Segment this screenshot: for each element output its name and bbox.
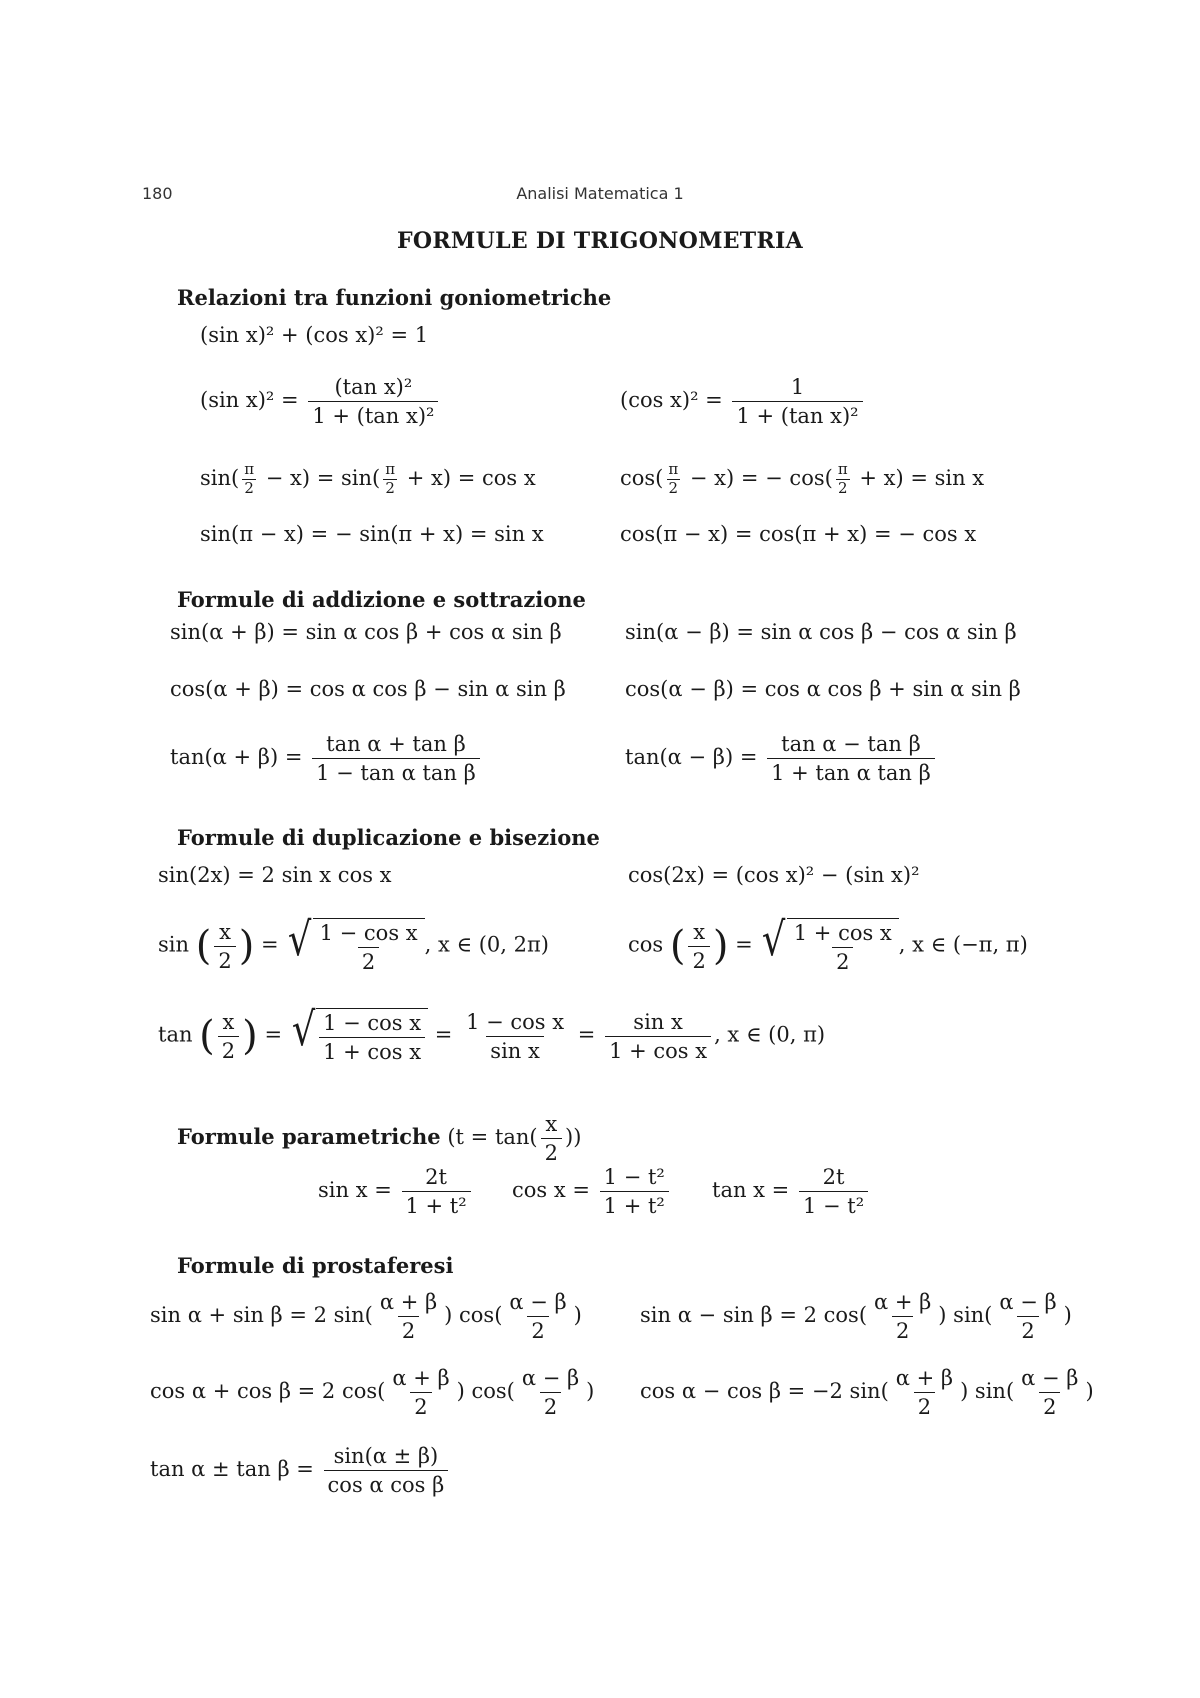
fraction-pi-half <box>242 462 256 497</box>
text: ) sin( <box>960 1379 1015 1404</box>
radical-sign: √ <box>291 1002 316 1056</box>
fraction-numerator: α + β <box>895 1366 954 1390</box>
formula-sin-subtraction: sin(α − β) = sin α cos β − cos α sin β <box>625 620 1017 644</box>
fraction-pi-half <box>383 462 397 497</box>
paren: ) <box>242 1013 258 1060</box>
formula-sin-addition: sin(α + β) = sin α cos β + cos α sin β <box>170 620 562 644</box>
fraction <box>312 732 480 785</box>
text: = <box>261 932 279 957</box>
fraction-denominator: 2 <box>410 1392 431 1419</box>
fraction-denominator: 1 − tan α tan β <box>312 758 480 785</box>
fraction <box>600 1165 669 1218</box>
fraction-denominator: 2 <box>527 1316 548 1343</box>
fraction-denominator: 2 <box>837 478 848 497</box>
section-heading-addizione: Formule di addizione e sottrazione <box>177 587 586 612</box>
fraction-denominator: cos α cos β <box>324 1470 449 1497</box>
text: )) <box>565 1125 582 1150</box>
page-title: FORMULE DI TRIGONOMETRIA <box>396 228 804 254</box>
fraction <box>376 1290 441 1343</box>
text: = <box>577 1022 596 1047</box>
fraction <box>319 1011 425 1064</box>
text: + x) = cos x <box>400 465 536 490</box>
fraction <box>1017 1366 1082 1419</box>
fraction-denominator: 2 <box>688 946 709 973</box>
fraction-numerator: α + β <box>379 1290 438 1314</box>
formula-cos-addition: cos(α + β) = cos α cos β − sin α sin β <box>170 677 566 701</box>
fraction-pi-half <box>836 462 850 497</box>
formula-lhs: tan(α − β) = <box>625 745 758 770</box>
radicand <box>787 918 899 974</box>
text: = <box>735 932 753 957</box>
paren: ) <box>712 923 729 970</box>
formula-cos-supplementary: cos(π − x) = cos(π + x) = − cos x <box>620 522 977 546</box>
page-number: 180 <box>142 184 173 203</box>
fraction <box>518 1366 583 1419</box>
text: cos( <box>620 465 664 490</box>
fraction-denominator: 2 <box>540 1392 561 1419</box>
fraction-denominator: 1 + (tan x)² <box>732 401 862 428</box>
text: + x) = sin x <box>852 465 985 490</box>
section-heading-parametriche <box>177 1112 581 1165</box>
fraction-denominator: 2 <box>1039 1392 1060 1419</box>
fraction-numerator: 2t <box>425 1165 447 1189</box>
fraction-numerator: π <box>244 460 255 478</box>
formula-pythagorean: (sin x)² + (cos x)² = 1 <box>200 323 429 347</box>
section-heading-text: Formule parametriche <box>177 1124 441 1150</box>
formula-cos-half <box>628 912 1028 975</box>
fraction-numerator: sin x <box>633 1009 683 1034</box>
fraction-denominator: 2 <box>214 946 235 973</box>
text: sin α + sin β = 2 sin( <box>150 1303 373 1328</box>
fraction-denominator: 2 <box>358 947 379 974</box>
formula-param-tan <box>712 1165 871 1218</box>
fraction <box>316 921 422 974</box>
fraction-denominator: 2 <box>892 1316 913 1343</box>
fraction <box>218 1010 239 1063</box>
text: tan <box>158 1022 193 1047</box>
text: sin( <box>200 465 240 490</box>
paren: ( <box>669 923 686 970</box>
running-title: Analisi Matematica 1 <box>516 184 684 203</box>
text: ) cos( <box>456 1379 515 1404</box>
square-root <box>759 912 898 975</box>
formula-sin-squared <box>200 375 441 428</box>
fraction-denominator: 1 + t² <box>600 1191 669 1218</box>
fraction-numerator: π <box>385 460 396 478</box>
formula-sin-sum <box>150 1290 582 1343</box>
fraction-denominator: 1 − t² <box>799 1191 868 1218</box>
fraction-numerator: 1 − cos x <box>323 1011 422 1035</box>
formula-lhs: (sin x)² = <box>200 388 299 413</box>
fraction-denominator: 2 <box>1017 1316 1038 1343</box>
paren: ( <box>199 1013 215 1060</box>
fraction <box>541 1112 562 1165</box>
formula-param-cos <box>512 1165 672 1218</box>
formula-lhs: sin x = <box>318 1178 392 1203</box>
domain-condition: , x ∈ (0, π) <box>714 1022 826 1047</box>
fraction-denominator: 2 <box>832 947 853 974</box>
formula-sin-double: sin(2x) = 2 sin x cos x <box>158 863 392 887</box>
text: = <box>434 1022 453 1047</box>
fraction-pi-half <box>666 462 680 497</box>
section-heading-prostaferesi: Formule di prostaferesi <box>177 1253 454 1278</box>
formula-sin-difference <box>640 1290 1072 1343</box>
fraction-numerator: 1 − cos x <box>319 921 418 945</box>
text: ) <box>586 1379 595 1404</box>
text: ) sin( <box>938 1303 993 1328</box>
fraction-numerator: α − β <box>1021 1366 1079 1390</box>
fraction-numerator: 1 − t² <box>603 1165 665 1189</box>
text: cos α + cos β = 2 cos( <box>150 1379 386 1404</box>
fraction-denominator: 1 + cos x <box>319 1037 425 1064</box>
formula-tan-addition <box>170 732 483 785</box>
formula-sin-complementary <box>200 462 536 497</box>
fraction-numerator: (tan x)² <box>334 375 413 399</box>
fraction <box>732 375 862 428</box>
fraction-numerator: x <box>545 1112 558 1136</box>
fraction-numerator: x <box>693 919 706 944</box>
fraction <box>995 1290 1060 1343</box>
fraction-numerator: tan α − tan β <box>781 732 921 756</box>
fraction-denominator: 1 + tan α tan β <box>767 758 935 785</box>
formula-sin-supplementary: sin(π − x) = − sin(π + x) = sin x <box>200 522 544 546</box>
text: = <box>264 1022 283 1047</box>
fraction-numerator: 1 + cos x <box>793 921 892 945</box>
formula-lhs: (cos x)² = <box>620 388 723 413</box>
fraction <box>505 1290 570 1343</box>
fraction-numerator: x <box>222 1009 235 1034</box>
fraction-denominator: sin x <box>486 1036 544 1063</box>
formula-tan-subtraction <box>625 732 938 785</box>
text: sin <box>158 932 190 957</box>
text: (t = tan( <box>447 1125 538 1150</box>
fraction-numerator: α − β <box>999 1290 1057 1314</box>
formula-tan-half <box>158 1002 826 1065</box>
fraction-numerator: 2t <box>822 1165 845 1189</box>
domain-condition: , x ∈ (−π, π) <box>898 932 1028 957</box>
paren: ( <box>195 923 212 970</box>
fraction-numerator: π <box>837 460 848 478</box>
fraction-denominator: 1 + cos x <box>605 1036 711 1063</box>
fraction-denominator: 1 + (tan x)² <box>308 401 438 428</box>
text: cos <box>628 932 664 957</box>
fraction <box>324 1444 449 1497</box>
formula-cos-complementary <box>620 462 984 497</box>
fraction-numerator: 1 − cos x <box>466 1009 565 1034</box>
fraction <box>605 1010 711 1063</box>
fraction <box>688 920 709 973</box>
domain-condition: , x ∈ (0, 2π) <box>424 932 549 957</box>
fraction-numerator: sin(α ± β) <box>333 1444 439 1468</box>
fraction-numerator: α + β <box>392 1366 450 1390</box>
fraction <box>799 1165 868 1218</box>
fraction <box>870 1290 935 1343</box>
formula-cos-squared <box>620 375 866 428</box>
formula-lhs: tan(α + β) = <box>170 745 303 770</box>
fraction-numerator: x <box>219 919 231 944</box>
text: ) <box>1063 1303 1072 1328</box>
paren: ) <box>238 923 255 970</box>
square-root <box>289 1002 428 1065</box>
fraction <box>790 921 896 974</box>
section-heading-relazioni: Relazioni tra funzioni goniometriche <box>177 285 612 310</box>
fraction-denominator: 2 <box>398 1316 419 1343</box>
fraction <box>767 732 935 785</box>
square-root <box>285 912 424 975</box>
fraction-denominator: 2 <box>218 1036 239 1063</box>
text: sin α − sin β = 2 cos( <box>640 1303 868 1328</box>
fraction-denominator: 2 <box>668 478 679 497</box>
fraction-denominator: 1 + t² <box>402 1191 471 1218</box>
formula-cos-sum <box>150 1366 594 1419</box>
fraction-denominator: 2 <box>541 1138 562 1165</box>
radical-sign: √ <box>762 912 786 966</box>
fraction-numerator: tan α + tan β <box>326 732 466 756</box>
radicand <box>313 918 425 974</box>
fraction-denominator: 2 <box>914 1392 935 1419</box>
fraction <box>892 1366 957 1419</box>
fraction-numerator: 1 <box>790 375 805 399</box>
text: − x) = sin( <box>259 465 381 490</box>
radical-sign: √ <box>288 912 312 966</box>
text: ) cos( <box>444 1303 503 1328</box>
radicand <box>316 1008 428 1064</box>
fraction-denominator: 2 <box>244 478 254 497</box>
text: cos α − cos β = −2 sin( <box>640 1379 889 1404</box>
section-heading-duplicazione: Formule di duplicazione e bisezione <box>177 825 600 850</box>
text: − x) = − cos( <box>683 465 833 490</box>
text: ) <box>573 1303 582 1328</box>
fraction-numerator: α − β <box>509 1290 567 1314</box>
formula-lhs: tan α ± tan β = <box>150 1457 314 1482</box>
formula-cos-difference <box>640 1366 1094 1419</box>
fraction <box>214 920 235 973</box>
fraction <box>462 1010 568 1063</box>
formula-tan-sum-difference <box>150 1444 451 1497</box>
formula-lhs: cos x = <box>512 1178 590 1203</box>
fraction-numerator: α + β <box>874 1290 932 1314</box>
formula-cos-double: cos(2x) = (cos x)² − (sin x)² <box>628 863 920 887</box>
fraction-denominator: 2 <box>385 478 395 497</box>
formula-lhs: tan x = <box>712 1178 790 1203</box>
fraction <box>308 375 438 428</box>
text: ) <box>1085 1379 1094 1404</box>
fraction-numerator: π <box>668 460 679 478</box>
formula-sin-half <box>158 912 549 975</box>
fraction <box>402 1165 471 1218</box>
fraction-numerator: α − β <box>521 1366 580 1390</box>
formula-cos-subtraction: cos(α − β) = cos α cos β + sin α sin β <box>625 677 1021 701</box>
fraction <box>388 1366 453 1419</box>
formula-param-sin <box>318 1165 474 1218</box>
